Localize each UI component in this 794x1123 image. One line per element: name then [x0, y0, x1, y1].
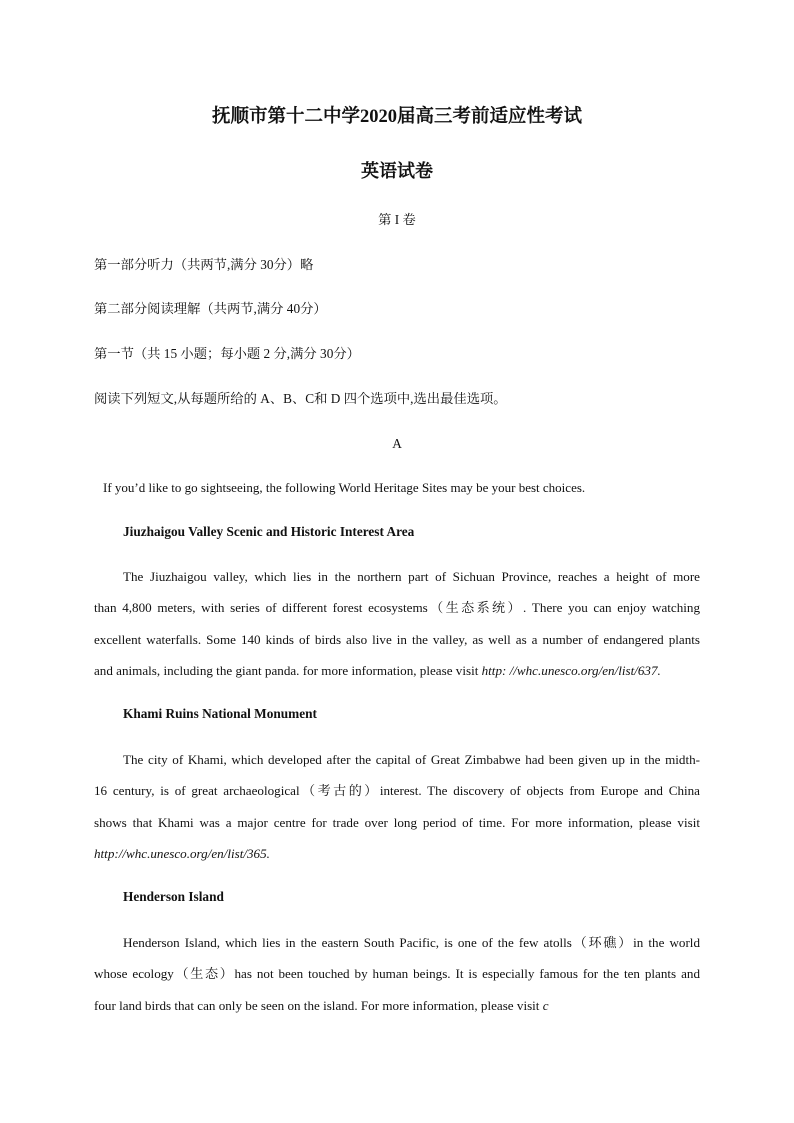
site-paragraph-henderson [94, 927, 700, 1021]
site-heading-jiuzhaigou: Jiuzhaigou Valley Scenic and Historic Interest Area [123, 524, 415, 539]
site-heading-henderson: Henderson Island [123, 889, 224, 904]
paragraph-line: excellent waterfalls. Some 140 kinds of birds also live in the valley, as well as a number of endangered plants [94, 631, 700, 647]
site-url-henderson: c [542, 997, 549, 1013]
paragraph-last-line [94, 990, 700, 1021]
volume-label: 第 I 卷 [378, 212, 416, 227]
part1-heading: 第一部分听力（共两节,满分 30分）略 [94, 257, 314, 272]
site-paragraph-jiuzhaigou [94, 561, 700, 686]
paragraph-line: The city of Khami, which developed after the capital of Great Zimbabwe had been given up in the midth- [123, 752, 700, 767]
site-url-khami: http://whc.unesco.org/en/list/365. [94, 845, 270, 861]
paragraph-line: The Jiuzhaigou valley, which lies in the northern part of Sichuan Province, reaches a height of more [123, 569, 700, 584]
site-heading-khami: Khami Ruins National Monument [123, 706, 317, 721]
document-subtitle: 英语试卷 [361, 161, 433, 181]
paragraph-line: shows that Khami was a major centre for trade over long period of time. For more information, please visit [94, 814, 700, 830]
part2-heading: 第二部分阅读理解（共两节,满分 40分） [94, 301, 327, 316]
passage-intro: If you’d like to go sightseeing, the following World Heritage Sites may be your best choices. [103, 480, 586, 495]
site-paragraph-khami [94, 744, 700, 869]
paragraph-line: Henderson Island, which lies in the eastern South Pacific, is one of the few atolls（环礁）in the world [123, 935, 700, 950]
paragraph-line: whose ecology（生态）has not been touched by human beings. It is especially famous for the ten plants and [94, 966, 700, 982]
document-title: 抚顺市第十二中学2020届高三考前适应性考试 [211, 107, 582, 127]
paragraph-line-text: and animals, including the giant panda. for more information, please visit [94, 662, 482, 678]
passage-label: A [392, 436, 402, 451]
section1-heading: 第一节（共 15 小题；每小题 2 分,满分 30分） [94, 346, 360, 361]
instruction-text: 阅读下列短文,从每题所给的 A、B、C和 D 四个选项中,选出最佳选项。 [94, 391, 507, 406]
paragraph-line-text: four land birds that can only be seen on the island. For more information, please visit [94, 997, 543, 1013]
paragraph-last-line [94, 655, 700, 686]
site-url-jiuzhaigou: http: //whc.unesco.org/en/list/637. [481, 662, 661, 678]
paragraph-line: 16 century, is of great archaeological（考古的）interest. The discovery of objects from Europe and China [94, 783, 700, 799]
paragraph-line: than 4,800 meters, with series of different forest ecosystems（生态系统）. There you can enjoy watching [94, 600, 700, 616]
